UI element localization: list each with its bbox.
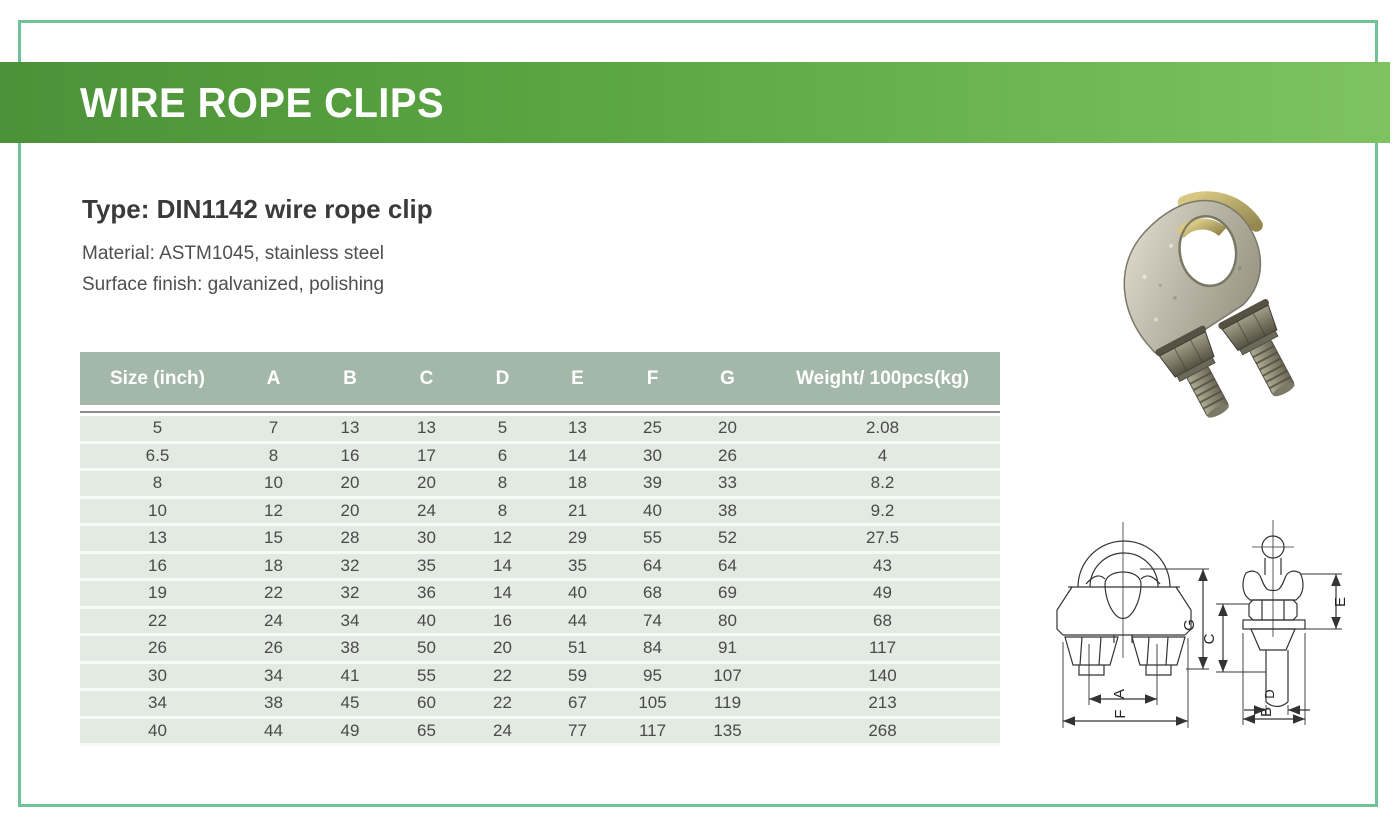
- dimension-label-e: E: [1332, 596, 1349, 608]
- table-cell: 84: [615, 636, 690, 664]
- table-cell: 22: [235, 581, 312, 609]
- table-row: [80, 581, 1000, 609]
- table-cell: 19: [80, 581, 235, 609]
- table-cell: 5: [465, 416, 540, 444]
- technical-diagram: [1000, 512, 1360, 789]
- table-cell: 24: [465, 719, 540, 747]
- table-cell: 8: [465, 499, 540, 527]
- table-cell: 91: [690, 636, 765, 664]
- table-row: [80, 444, 1000, 472]
- table-cell: 80: [690, 609, 765, 637]
- column-header: B: [343, 367, 357, 389]
- table-cell: 26: [235, 636, 312, 664]
- table-cell: 43: [765, 554, 1000, 582]
- table-cell: 12: [235, 499, 312, 527]
- surface-finish-line: Surface finish: galvanized, polishing: [82, 274, 385, 295]
- table-header-row: [80, 352, 1000, 405]
- table-cell: 17: [388, 444, 465, 472]
- table-cell: 64: [690, 554, 765, 582]
- table-cell: 14: [465, 581, 540, 609]
- table-cell: 35: [540, 554, 615, 582]
- table-cell: 6: [465, 444, 540, 472]
- side-view: [1216, 520, 1342, 725]
- header-banner: [0, 62, 1390, 143]
- table-row: [80, 609, 1000, 637]
- table-cell: 16: [80, 554, 235, 582]
- table-cell: 65: [388, 719, 465, 747]
- table-cell: 135: [690, 719, 765, 747]
- dimension-label-g: G: [1181, 619, 1198, 631]
- product-photo: [1078, 166, 1330, 439]
- table-cell: 24: [388, 499, 465, 527]
- table-cell: 8: [235, 444, 312, 472]
- table-row: [80, 636, 1000, 664]
- table-cell: 20: [465, 636, 540, 664]
- table-cell: 34: [312, 609, 388, 637]
- table-cell: 32: [312, 581, 388, 609]
- table-cell: 32: [312, 554, 388, 582]
- table-row: [80, 471, 1000, 499]
- page-title: WIRE ROPE CLIPS: [80, 78, 445, 126]
- dimension-label-b: B: [1258, 706, 1275, 718]
- table-cell: 213: [765, 691, 1000, 719]
- dimension-drawing: [1000, 512, 1360, 784]
- table-row: [80, 719, 1000, 747]
- table-cell: 95: [615, 664, 690, 692]
- table-cell: 44: [540, 609, 615, 637]
- table-cell: 10: [235, 471, 312, 499]
- table-cell: 18: [235, 554, 312, 582]
- column-header: A: [266, 367, 281, 389]
- table-row: [80, 664, 1000, 692]
- table-cell: 40: [540, 581, 615, 609]
- table-cell: 40: [615, 499, 690, 527]
- product-type-title: Type: DIN1142 wire rope clip: [82, 194, 433, 224]
- table-cell: 14: [465, 554, 540, 582]
- spec-table: [80, 352, 1000, 746]
- table-cell: 20: [388, 471, 465, 499]
- table-cell: 67: [540, 691, 615, 719]
- table-cell: 30: [615, 444, 690, 472]
- table-cell: 59: [540, 664, 615, 692]
- table-cell: 35: [388, 554, 465, 582]
- material-line: Material: ASTM1045, stainless steel: [82, 243, 385, 264]
- table-cell: 68: [615, 581, 690, 609]
- table-cell: 22: [465, 691, 540, 719]
- table-cell: 105: [615, 691, 690, 719]
- wire-rope-clip-photo-icon: [1078, 166, 1330, 434]
- table-cell: 51: [540, 636, 615, 664]
- table-cell: 268: [765, 719, 1000, 747]
- column-header: Size (inch): [109, 367, 205, 389]
- column-header: E: [571, 367, 584, 389]
- table-cell: 27.5: [765, 526, 1000, 554]
- table-cell: 74: [615, 609, 690, 637]
- table-cell: 20: [312, 499, 388, 527]
- table-cell: 18: [540, 471, 615, 499]
- table-cell: 13: [80, 526, 235, 554]
- table-cell: 119: [690, 691, 765, 719]
- table-cell: 39: [615, 471, 690, 499]
- table-body: [80, 416, 1000, 746]
- table-cell: 20: [690, 416, 765, 444]
- table-cell: 14: [540, 444, 615, 472]
- table-cell: 8.2: [765, 471, 1000, 499]
- table-cell: 24: [235, 609, 312, 637]
- table-cell: 13: [312, 416, 388, 444]
- table-cell: 68: [765, 609, 1000, 637]
- table-cell: 28: [312, 526, 388, 554]
- table-cell: 117: [615, 719, 690, 747]
- table-cell: 16: [312, 444, 388, 472]
- table-cell: 38: [312, 636, 388, 664]
- table-cell: 29: [540, 526, 615, 554]
- table-cell: 38: [690, 499, 765, 527]
- table-cell: 4: [765, 444, 1000, 472]
- table-cell: 36: [388, 581, 465, 609]
- dimension-label-a: A: [1111, 688, 1128, 700]
- table-cell: 45: [312, 691, 388, 719]
- table-cell: 69: [690, 581, 765, 609]
- table-cell: 12: [465, 526, 540, 554]
- table-cell: 22: [465, 664, 540, 692]
- table-cell: 64: [615, 554, 690, 582]
- dimension-label-c: C: [1201, 633, 1218, 645]
- table-row: [80, 526, 1000, 554]
- table-cell: 16: [465, 609, 540, 637]
- column-header: C: [419, 367, 434, 389]
- table-cell: 9.2: [765, 499, 1000, 527]
- table-cell: 49: [312, 719, 388, 747]
- table-cell: 7: [235, 416, 312, 444]
- table-cell: 20: [312, 471, 388, 499]
- table-cell: 50: [388, 636, 465, 664]
- table-cell: 26: [690, 444, 765, 472]
- table-cell: 44: [235, 719, 312, 747]
- table-cell: 21: [540, 499, 615, 527]
- dimension-label-f: F: [1112, 709, 1129, 719]
- table-cell: 15: [235, 526, 312, 554]
- table-cell: 40: [388, 609, 465, 637]
- table-cell: 6.5: [80, 444, 235, 472]
- table-cell: 2.08: [765, 416, 1000, 444]
- product-intro: [82, 194, 433, 305]
- table-cell: 25: [615, 416, 690, 444]
- table-cell: 140: [765, 664, 1000, 692]
- table-row: [80, 499, 1000, 527]
- table-cell: 22: [80, 609, 235, 637]
- table-cell: 8: [80, 471, 235, 499]
- table-cell: 5: [80, 416, 235, 444]
- table-cell: 41: [312, 664, 388, 692]
- column-header: Weight/ 100pcs(kg): [796, 367, 969, 389]
- table-cell: 60: [388, 691, 465, 719]
- table-cell: 34: [80, 691, 235, 719]
- table-cell: 40: [80, 719, 235, 747]
- table-cell: 33: [690, 471, 765, 499]
- table-cell: 107: [690, 664, 765, 692]
- table-row: [80, 691, 1000, 719]
- table-cell: 10: [80, 499, 235, 527]
- table-cell: 55: [615, 526, 690, 554]
- table-cell: 30: [388, 526, 465, 554]
- table-cell: 34: [235, 664, 312, 692]
- table-cell: 13: [540, 416, 615, 444]
- table-cell: 13: [388, 416, 465, 444]
- table-cell: 49: [765, 581, 1000, 609]
- column-header: G: [720, 367, 735, 389]
- table-cell: 52: [690, 526, 765, 554]
- table-cell: 26: [80, 636, 235, 664]
- table-cell: 8: [465, 471, 540, 499]
- table-cell: 55: [388, 664, 465, 692]
- table-cell: 38: [235, 691, 312, 719]
- table-row: [80, 554, 1000, 582]
- table-cell: 30: [80, 664, 235, 692]
- table-cell: 117: [765, 636, 1000, 664]
- table-row: [80, 416, 1000, 444]
- dimension-label-d: D: [1262, 689, 1277, 699]
- column-header: D: [495, 367, 510, 389]
- column-header: F: [646, 367, 659, 389]
- table-cell: 77: [540, 719, 615, 747]
